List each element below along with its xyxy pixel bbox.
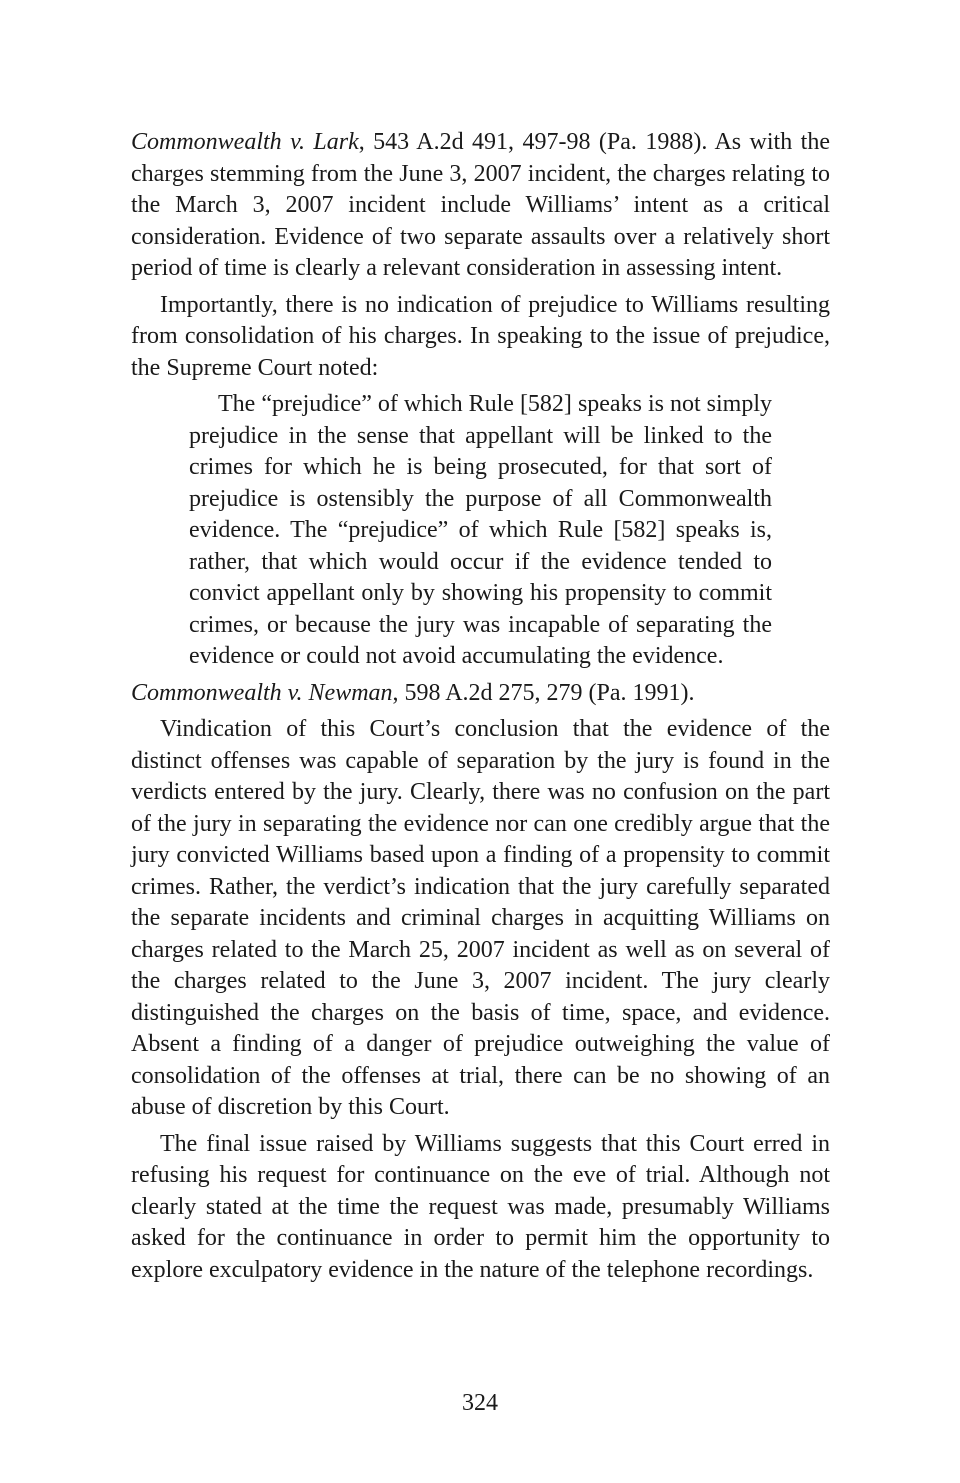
paragraph-lark-citation bbox=[131, 127, 830, 285]
paragraph-lark-text: , 543 A.2d 491, 497-98 (Pa. 1988). As with the charges stemming from the June 3, 2007 incident, the charges relating to the March 3, 2007 incident include Williams’ intent as a critical consideration. Evidence of two separate assaults over a relatively short period of time is clearly a relevant consideration in assessing intent. bbox=[131, 129, 830, 281]
newman-citation bbox=[131, 678, 830, 710]
paragraph-prejudice-intro: Importantly, there is no indication of prejudice to Williams resulting from consolidation of his charges. In speaking to the issue of prejudice, the Supreme Court noted: bbox=[131, 291, 830, 381]
case-name-lark: Commonwealth v. Lark bbox=[131, 129, 359, 155]
document-page bbox=[131, 127, 830, 1286]
block-quote-text: The “prejudice” of which Rule [582] speaks is not simply prejudice in the sense that appellant will be linked to the crimes for which he is being prosecuted, for that sort of prejudice is ostensibly the purpose of all Commonwealth evidence. The “prejudice” of which Rule [582] speaks is, rather, that which would occur if the evidence tended to convict appellant only by showing his propensity to commit crimes, or because the jury was incapable of separating the evidence or could not avoid accumulating the evidence. bbox=[189, 391, 772, 669]
page-number: 324 bbox=[462, 1390, 498, 1416]
paragraph-vindication: Vindication of this Court’s conclusion that the evidence of the distinct offenses was capable of separation by the jury is found in the verdicts entered by the jury. Clearly, there was no confusion on the part of the jury in separating the evidence nor can one credibly argue that the jury convicted Williams based upon a finding of a propensity to commit crimes. Rather, the verdict’s indication that the jury carefully separated the separate incidents and criminal charges in acquitting Williams on charges related to the March 25, 2007 incident as well as on several of the charges related to the June 3, 2007 incident. The jury clearly distinguished the charges on the basis of time, space, and evidence. Absent a finding of a danger of prejudice outweighing the value of consolidation of the offenses at trial, there can be no showing of an abuse of discretion by this Court. bbox=[131, 716, 830, 1120]
paragraph-final-issue: The final issue raised by Williams suggests that this Court erred in refusing his request for continuance on the eve of trial. Although not clearly stated at the time the request was made, presumably Williams asked for the continuance in order to permit him the opportunity to explore exculpatory evidence in the nature of the telephone recordings. bbox=[131, 1130, 830, 1283]
block-quote bbox=[189, 389, 772, 673]
case-name-newman: Commonwealth v. Newman bbox=[131, 679, 393, 706]
newman-citation-text: , 598 A.2d 275, 279 (Pa. 1991). bbox=[392, 679, 695, 706]
